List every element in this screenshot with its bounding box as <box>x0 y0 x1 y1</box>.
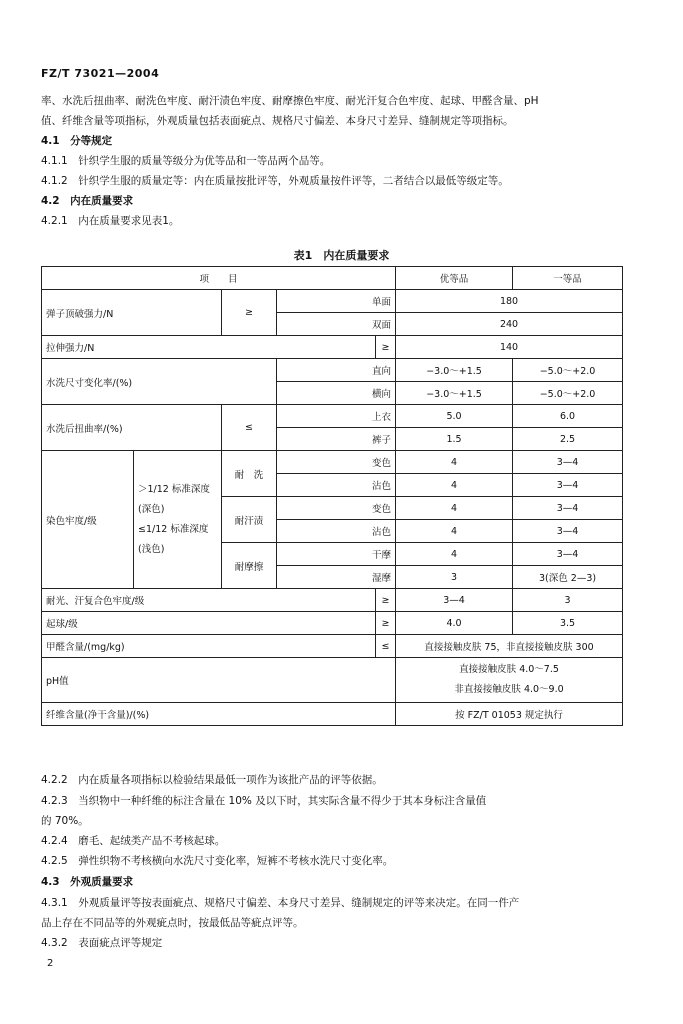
sub-label-color-change: 变色 <box>277 497 396 520</box>
clause-text: 4.2.4 磨毛、起绒类产品不考核起球。 <box>41 835 226 847</box>
cell-value: −3.0～+1.5 <box>396 382 513 405</box>
depth-light-label: ≤1/12 标准深度(浅色) <box>138 523 209 555</box>
clause-text: 4.3.1 外观质量评等按表面疵点、规格尺寸偏差、本身尺寸差异、缝制规定的评等来决定。在同一件产 <box>41 897 520 909</box>
table-header-item: 项 目 <box>42 267 396 290</box>
row-label-tensile: 拉伸强力/N <box>42 336 376 359</box>
comparison-sign: ≤ <box>376 635 396 658</box>
page-number: 2 <box>47 958 54 969</box>
row-label-twist: 水洗后扭曲率/(%) <box>42 405 222 451</box>
row-label-ph: pH值 <box>42 658 396 703</box>
cell-value: 4 <box>396 497 513 520</box>
clause-text: 4.1.1 针织学生服的质量等级分为优等品和一等品两个品等。 <box>41 155 331 167</box>
cell-value: 3 <box>513 589 623 612</box>
cell-value: 140 <box>396 336 623 359</box>
clause-text: 4.1.2 针织学生服的质量定等：内在质量按批评等，外观质量按件评等，二者结合以最低等级定等。 <box>41 175 509 187</box>
row-label-light-sweat: 耐光、汗复合色牢度/级 <box>42 589 376 612</box>
quality-requirements-table <box>41 266 623 726</box>
row-label-fiber: 纤维含量(净干含量)/(%) <box>42 703 396 726</box>
standard-header: FZ/T 73021—2004 <box>41 67 160 80</box>
row-label-bursting: 弹子顶破强力/N <box>42 290 222 336</box>
clause-text: 4.2.2 内在质量各项指标以检验结果最低一项作为该批产品的评等依据。 <box>41 774 383 786</box>
cell-value: −5.0～+2.0 <box>513 382 623 405</box>
sub-label-sweat: 耐汗渍 <box>222 497 277 543</box>
cell-value: −5.0～+2.0 <box>513 359 623 382</box>
cell-value: 直接接触皮肤 4.0～7.5 <box>459 664 559 675</box>
table-row <box>42 658 623 703</box>
cell-value: 3—4 <box>513 520 623 543</box>
table-row <box>42 290 623 313</box>
ph-values <box>396 658 623 703</box>
cell-value: 180 <box>396 290 623 313</box>
table-header-row <box>42 267 623 290</box>
cell-value: 3—4 <box>513 451 623 474</box>
sub-label-wet-rub: 湿摩 <box>277 566 396 589</box>
cell-value: 非直接接触皮肤 4.0～9.0 <box>454 684 564 695</box>
cell-value: 按 FZ/T 01053 规定执行 <box>396 703 623 726</box>
cell-value: 3—4 <box>396 589 513 612</box>
sub-label-staining: 沾色 <box>277 474 396 497</box>
table-row <box>42 359 623 382</box>
cell-value: −3.0～+1.5 <box>396 359 513 382</box>
cell-value: 3—4 <box>513 474 623 497</box>
cell-value: 4.0 <box>396 612 513 635</box>
cell-value: 240 <box>396 313 623 336</box>
comparison-sign: ≥ <box>376 589 396 612</box>
cell-value: 4 <box>396 520 513 543</box>
comparison-sign: ≥ <box>222 290 277 336</box>
sub-label-widthwise: 横向 <box>277 382 396 405</box>
sub-label-dry-rub: 干摩 <box>277 543 396 566</box>
body-paragraph-line: 值、纤维含量等项指标，外观质量包括表面疵点、规格尺寸偏差、本身尺寸差异、缝制规定等项指标。 <box>41 115 514 127</box>
comparison-sign: ≥ <box>376 336 396 359</box>
section-heading: 4.3 外观质量要求 <box>41 876 134 888</box>
clause-text: 的 70%。 <box>41 815 89 827</box>
row-label-color-fastness: 染色牢度/级 <box>42 451 134 589</box>
cell-value: 3—4 <box>513 543 623 566</box>
clause-text: 4.3.2 表面疵点评等规定 <box>41 937 163 949</box>
cell-value: 4 <box>396 543 513 566</box>
row-label-pilling: 起球/级 <box>42 612 376 635</box>
sub-label-double: 双面 <box>277 313 396 336</box>
depth-label <box>134 451 222 589</box>
comparison-sign: ≤ <box>222 405 277 451</box>
row-label-shrinkage: 水洗尺寸变化率/(%) <box>42 359 277 405</box>
comparison-sign: ≥ <box>376 612 396 635</box>
row-label-formaldehyde: 甲醛含量/(mg/kg) <box>42 635 376 658</box>
table-row <box>42 336 623 359</box>
sub-label-staining: 沾色 <box>277 520 396 543</box>
clause-text: 4.2.1 内在质量要求见表1。 <box>41 215 180 227</box>
clause-text: 4.2.3 当织物中一种纤维的标注含量在 10% 及以下时，其实际含量不得少于其本身标注含量值 <box>41 795 487 807</box>
body-paragraph-line: 率、水洗后扭曲率、耐洗色牢度、耐汗渍色牢度、耐摩擦色牢度、耐光汗复合色牢度、起球、甲醛含量、pH <box>41 95 539 107</box>
table-header-grade-first: 一等品 <box>513 267 623 290</box>
cell-value: 2.5 <box>513 428 623 451</box>
sub-label-wash: 耐 洗 <box>222 451 277 497</box>
cell-value: 1.5 <box>396 428 513 451</box>
table-row <box>42 635 623 658</box>
sub-label-color-change: 变色 <box>277 451 396 474</box>
table-row <box>42 451 623 474</box>
table-row <box>42 612 623 635</box>
sub-label-top: 上衣 <box>277 405 396 428</box>
sub-label-single: 单面 <box>277 290 396 313</box>
cell-value: 3—4 <box>513 497 623 520</box>
section-heading: 4.2 内在质量要求 <box>41 195 134 207</box>
table-header-grade-premium: 优等品 <box>396 267 513 290</box>
table-row <box>42 405 623 428</box>
sub-label-pants: 裤子 <box>277 428 396 451</box>
cell-value: 3(深色 2—3) <box>513 566 623 589</box>
sub-label-rub: 耐摩擦 <box>222 543 277 589</box>
clause-text: 品上存在不同品等的外观疵点时，按最低品等疵点评等。 <box>41 917 304 929</box>
table-row <box>42 589 623 612</box>
sub-label-lengthwise: 直向 <box>277 359 396 382</box>
table-row <box>42 703 623 726</box>
cell-value: 4 <box>396 474 513 497</box>
clause-text: 4.2.5 弹性织物不考核横向水洗尺寸变化率，短裤不考核水洗尺寸变化率。 <box>41 855 394 867</box>
section-heading: 4.1 分等规定 <box>41 135 113 147</box>
cell-value: 5.0 <box>396 405 513 428</box>
cell-value: 直接接触皮肤 75，非直接接触皮肤 300 <box>396 635 623 658</box>
cell-value: 3 <box>396 566 513 589</box>
cell-value: 3.5 <box>513 612 623 635</box>
table-title: 表1 内在质量要求 <box>293 249 390 262</box>
cell-value: 4 <box>396 451 513 474</box>
depth-deep-label: ＞1/12 标准深度(深色) <box>138 483 210 515</box>
cell-value: 6.0 <box>513 405 623 428</box>
